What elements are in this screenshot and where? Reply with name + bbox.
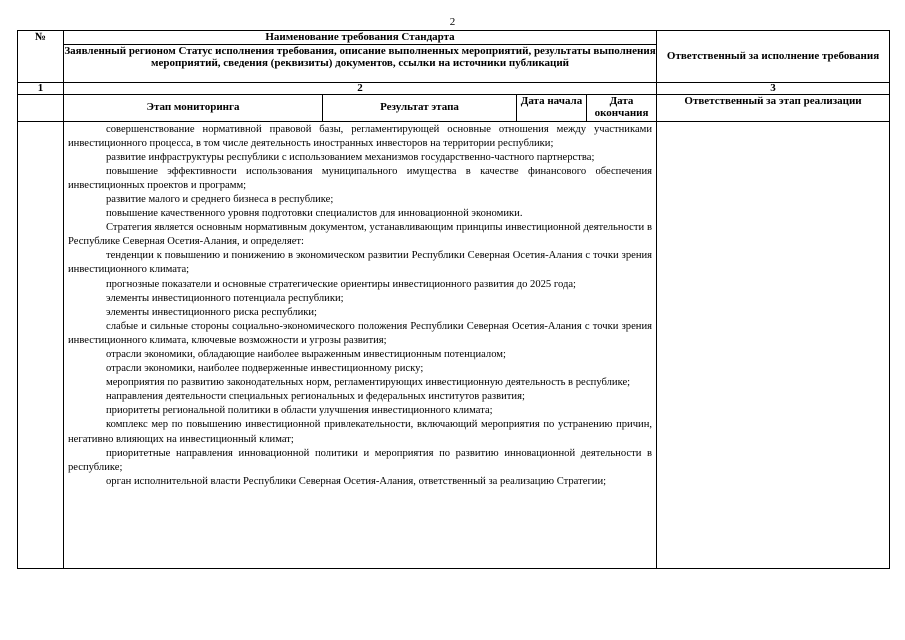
paragraph: прогнозные показатели и основные стратегические ориентиры инвестиционного развития до 2025 года; bbox=[106, 278, 576, 290]
header-date-start: Дата начала bbox=[517, 94, 587, 121]
index-2: 2 bbox=[64, 82, 657, 94]
paragraph: направления деятельности специальных региональных и федеральных институтов развития; bbox=[106, 391, 525, 403]
header-number: № bbox=[18, 31, 64, 83]
requirements-table bbox=[17, 30, 890, 569]
paragraph: тенденции к повышению и понижению в экономическом развитии Республики Северная Осетия-Алания с точки зрения инвестиционного климата; bbox=[68, 250, 653, 276]
header-stage-result: Результат этапа bbox=[323, 94, 517, 121]
index-1: 1 bbox=[18, 82, 64, 94]
paragraph: комплекс мер по повышению инвестиционной привлекательности, включающий мероприятия по устранению причин, негативно влияющих на инвестиционный климат; bbox=[68, 419, 653, 445]
index-3: 3 bbox=[657, 82, 890, 94]
paragraph: совершенствование нормативной правовой базы, регламентирующей основные отношения между участниками инвестиционного процесса, в том числе деятельность иностранных инвесторов на территории республики; bbox=[68, 123, 653, 149]
header-declared-status: Заявленный регионом Статус исполнения требования, описание выполненных мероприятий, результаты выполнения мероприятий, сведения (реквизиты) документов, ссылки на источники публикаций bbox=[64, 44, 657, 82]
empty-responsible-cell bbox=[657, 121, 890, 568]
paragraph: элементы инвестиционного потенциала республики; bbox=[106, 292, 344, 304]
header-standard-name: Наименование требования Стандарта bbox=[64, 31, 657, 45]
paragraph: слабые и сильные стороны социально-экономического положения Республики Северная Осетия-Алания с точки зрения инвестиционного климата, ключевые возможности и угрозы развития; bbox=[68, 320, 653, 346]
paragraph-list bbox=[68, 123, 652, 489]
paragraph: элементы инвестиционного риска республики; bbox=[106, 306, 317, 318]
header-date-end: Дата окончания bbox=[587, 94, 657, 121]
header-responsible: Ответственный за исполнение требования bbox=[657, 31, 890, 83]
empty-number-cell bbox=[18, 121, 64, 568]
header-stage-monitoring: Этап мониторинга bbox=[64, 94, 323, 121]
page-number: 2 bbox=[449, 16, 456, 28]
paragraph: отрасли экономики, наиболее подверженные инвестиционному риску; bbox=[106, 363, 424, 375]
paragraph: приоритеты региональной политики в области улучшения инвестиционного климата; bbox=[106, 405, 493, 417]
paragraph: Стратегия является основным нормативным документом, устанавливающим принципы инвестиционной деятельности в Республике Северная Осетия-Алания, и определяет: bbox=[68, 222, 653, 248]
empty-number-cell bbox=[18, 94, 64, 121]
header-responsible-stage: Ответственный за этап реализации bbox=[657, 94, 890, 121]
content-cell bbox=[64, 121, 657, 568]
paragraph: приоритетные направления инновационной политики и мероприятия по развитию инновационной деятельности в республике; bbox=[68, 447, 653, 473]
paragraph: развитие инфраструктуры республики с использованием механизмов государственно-частного партнерства; bbox=[106, 151, 595, 163]
paragraph: мероприятия по развитию законодательных норм, регламентирующих инвестиционную деятельность в республике; bbox=[106, 377, 631, 389]
paragraph: отрасли экономики, обладающие наиболее выраженным инвестиционным потенциалом; bbox=[106, 349, 506, 360]
paragraph: орган исполнительной власти Республики Северная Осетия-Алания, ответственный за реализацию Стратегии; bbox=[106, 475, 607, 487]
paragraph: повышение эффективности использования муниципального имущества в качестве финансового обеспечения инвестиционных проектов и программ; bbox=[68, 165, 653, 191]
paragraph: развитие малого и среднего бизнеса в республике; bbox=[106, 193, 334, 205]
paragraph: повышение качественного уровня подготовки специалистов для инновационной экономики. bbox=[106, 208, 523, 220]
